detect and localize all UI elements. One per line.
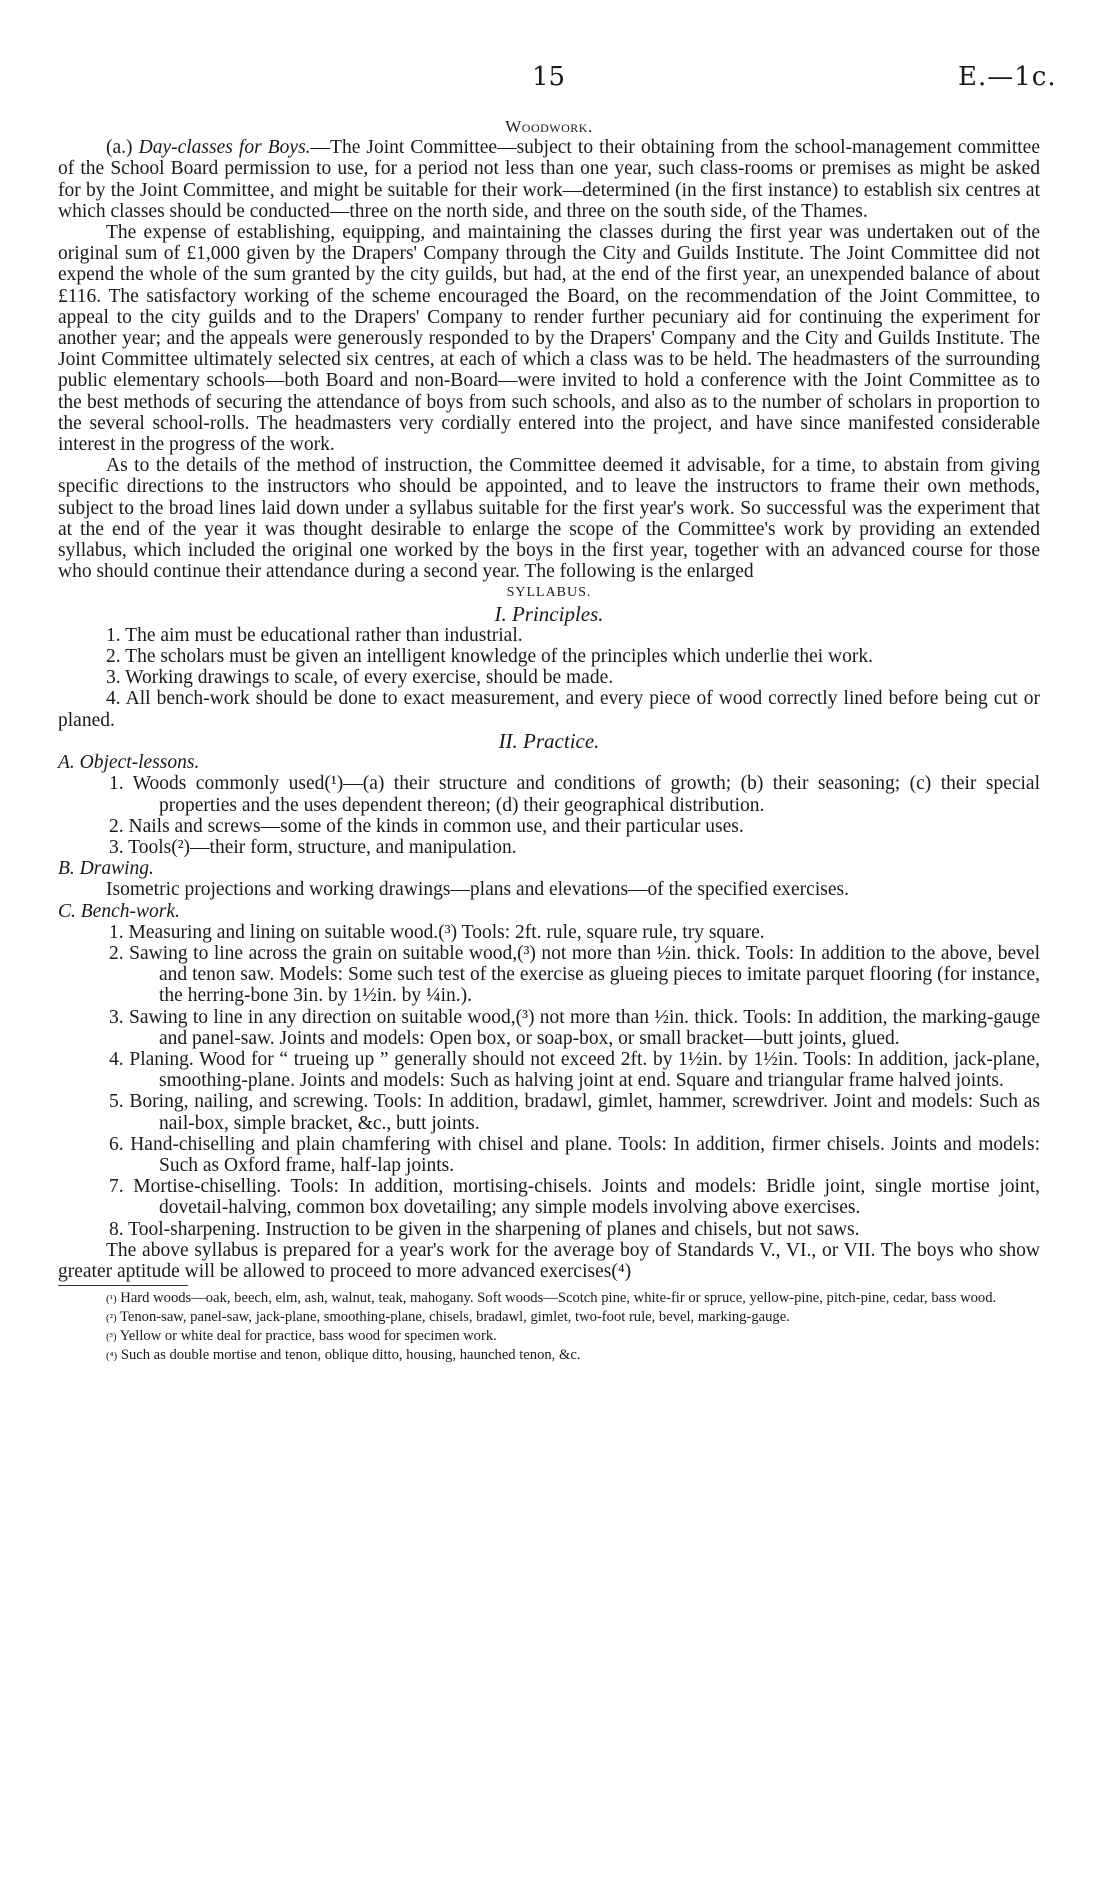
item-number: 6. [109,1133,124,1155]
bench-work-item [58,1134,1040,1176]
object-lesson-item [58,816,1040,837]
item-number: 2. [109,815,124,837]
intro-paragraph-3: As to the details of the method of instruction, the Committee deemed it advisable, for a time, to abstain from giving specific directions to the instructors who should be appointed, and to leave the instructors to frame their own methods, subject to the broad lines laid down under a syllabus suitable for the first year's work. So successful was the experiment that at the end of the year it was thought desirable to enlarge the scope of the Committee's work by providing an extended syllabus, which included the original one worked by the boys in the first year, together with an advanced course for those who should continue their attendance during a second year. The following is the enlarged [58,455,1040,583]
item-text: Nails and screws—some of the kinds in common use, and their particular uses. [128,815,744,837]
principle-item [58,667,1040,688]
drawing-text: Isometric projections and working drawings—plans and elevations—of the specified exercises. [106,879,849,901]
paragraph-text: —The Joint Committee—subject to their obtaining from the school-management committee of the School Board permission to use, for a period not less than one year, such class-rooms or premises as might be asked for by the Joint Committee, and might be suitable for their work—determined (in the first instance) to establish six centres at which classes should be conducted—three on the north side, and three on the south side, of the Thames. [58,137,1040,222]
page-body [58,116,1040,1365]
item-number: 1. [109,773,124,795]
item-text: Sawing to line across the grain on suitable wood,(³) not more than ½in. thick. Tools: In addition to the above, bevel and tenon saw. Models: Some such test of the exercise as glueing pieces to imitate parquet flooring (for instance, the herring-bone 3in. by 1½in. by ¼in.). [129,942,1040,1007]
intro-paragraph-1 [58,137,1040,222]
footnote-text: Yellow or white deal for practice, bass wood for specimen work. [119,1328,497,1345]
principles-heading: I. Principles. [494,601,604,626]
footnote [58,1346,1040,1365]
item-text: Mortise-chiselling. Tools: In addition, mortising-chisels. Joints and models: Bridle joint, single mortise joint, dovetail-halving, common box dovetailing; any simple models involving above exercises. [133,1176,1040,1219]
item-text: Planing. Wood for “ trueing up ” generally should not exceed 2ft. by 1½in. by 1½in. Tools: In addition, jack-plane, smoothing-plane. Joints and models: Such as halving joint at end. Square and triangular frame halved joints. [129,1048,1041,1092]
bench-work-item [58,943,1040,1007]
item-text: Tools(²)—their form, structure, and manipulation. [128,836,517,858]
item-number: 3. [106,667,121,689]
item-number: 4. [109,1048,124,1070]
item-number: 3. [109,836,124,858]
item-number: 8. [109,1218,124,1240]
item-text: All bench-work should be done to exact measurement, and every piece of wood correctly lined before being cut or planed. [58,688,1040,731]
page-number: 15 [532,62,566,92]
item-text: Measuring and lining on suitable wood.(³) Tools: 2ft. rule, square rule, try square. [128,921,765,943]
object-lesson-item [58,837,1040,858]
footnote-number: (¹) [106,1293,117,1306]
bench-work-item [58,1176,1040,1218]
item-number: 2. [109,942,124,964]
item-text: The aim must be educational rather than industrial. [125,624,523,646]
paragraph-lead: (a.) [106,137,139,159]
item-number: 5. [109,1091,124,1113]
footnote [58,1289,1040,1308]
footnote-number: (²) [106,1312,117,1325]
paragraph-lead-italic: Day-classes for Boys. [138,137,311,159]
item-text: Boring, nailing, and screwing. Tools: In addition, bradawl, gimlet, hammer, screwdriver. Joint and models: Such as nail-box, simple bracket, &c., butt joints. [129,1091,1040,1134]
practice-heading: II. Practice. [498,728,600,753]
drawing-label: B. Drawing. [58,858,154,880]
item-text: Working drawings to scale, of every exercise, should be made. [125,667,614,689]
item-number: 3. [109,1006,124,1028]
footnote-number: (⁴) [106,1350,118,1363]
item-text: Tool-sharpening. Instruction to be given in the sharpening of planes and chisels, but not saws. [128,1218,860,1240]
footnote [58,1308,1040,1327]
item-number: 4. [106,688,121,710]
item-number: 7. [109,1176,124,1198]
principle-item [58,625,1040,646]
footnote-number: (³) [106,1331,117,1344]
footnote-text: Such as double mortise and tenon, oblique ditto, housing, haunched tenon, &c. [120,1347,581,1364]
bench-work-label: C. Bench-work. [58,900,180,922]
bench-work-item [58,1049,1040,1091]
intro-paragraph-2: The expense of establishing, equipping, and maintaining the classes during the first year was undertaken out of the original sum of £1,000 given by the Drapers' Company through the City and Guilds Institute. The Joint Committee did not expend the whole of the sum granted by the city guilds, but had, at the end of the first year, an unexpended balance of about £116. The satisfactory working of the scheme encouraged the Board, on the recommendation of the Joint Committee, to appeal to the city guilds and to the Drapers' Company to render further pecuniary aid for continuing the experiment for another year; and the appeals were generously responded to by the Drapers' Company and the City and Guilds Institute. The Joint Committee ultimately selected six centres, at each of which a class was to be held. The headmasters of the surrounding public elementary schools—both Board and non-Board—were invited to hold a conference with the Joint Committee as to the best methods of securing the attendance of boys from such schools, and also as to the number of scholars in proportion to the several school-rolls. The headmasters very cordially entered into the project, and have since manifested considerable interest in the progress of the work. [58,222,1040,456]
item-text: Woods commonly used(¹)—(a) their structure and conditions of growth; (b) their seasoning; (c) their special properties and the uses dependent thereon; (d) their geographical distribution. [132,773,1040,816]
bench-work-item [58,1219,1040,1240]
principle-item [58,688,1040,730]
item-text: Sawing to line in any direction on suitable wood,(³) not more than ½in. thick. Tools: In addition, the marking-gauge and panel-saw. Joints and models: Open box, or soap-box, or small bracket—butt joints, glued. [128,1006,1040,1049]
principle-item [58,646,1040,667]
footnote-divider [58,1285,188,1286]
closing-paragraph: The above syllabus is prepared for a year's work for the average boy of Standards V., VI., or VII. The boys who show greater aptitude will be allowed to proceed to more advanced exercises(⁴) [58,1239,1040,1282]
item-text: Hand-chiselling and plain chamfering with chisel and plane. Tools: In addition, firmer chisels. Joints and models: Such as Oxford frame, half-lap joints. [130,1133,1040,1176]
document-reference: E.—1c. [958,62,1057,92]
object-lesson-item [58,773,1040,815]
footnote-text: Tenon-saw, panel-saw, jack-plane, smoothing-plane, chisels, bradawl, gimlet, two-foot rule, bevel, marking-gauge. [120,1309,790,1326]
syllabus-heading: SYLLABUS. [506,585,592,601]
item-text: The scholars must be given an intelligent knowledge of the principles which underlie thei work. [125,646,874,668]
item-number: 1. [106,624,121,646]
bench-work-item [58,922,1040,943]
bench-work-item [58,1091,1040,1133]
footnote-text: Hard woods—oak, beech, elm, ash, walnut, teak, mahogany. Soft woods—Scotch pine, white-fir or spruce, yellow-pine, pitch-pine, cedar, bass wood. [120,1290,997,1307]
section-title: Woodwork. [505,117,593,136]
footnote [58,1327,1040,1346]
item-number: 1. [109,921,124,943]
object-lessons-label: A. Object-lessons. [58,752,200,774]
item-number: 2. [106,646,121,668]
bench-work-item [58,1007,1040,1049]
